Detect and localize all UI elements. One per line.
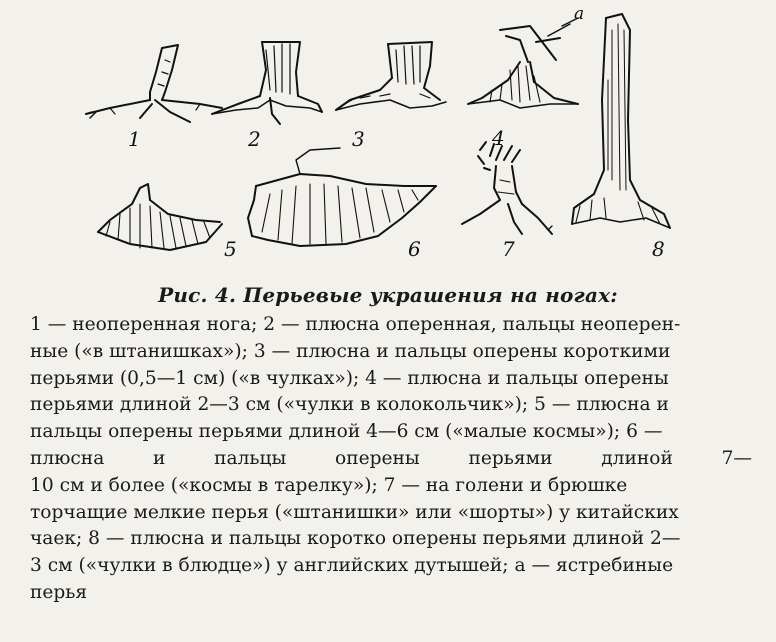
description-line: торчащие мелкие перья («штанишки» или «шорты») у китайских xyxy=(30,501,679,523)
description-line: перья xyxy=(30,581,88,603)
figure-label-8: 8 xyxy=(652,237,665,261)
description-line: ные («в штанишках»); 3 — плюсна и пальцы оперены короткими xyxy=(30,340,671,362)
foot-4-drawing xyxy=(468,18,578,108)
figure-label-5: 5 xyxy=(224,237,237,261)
foot-6-drawing xyxy=(248,148,436,246)
figure-description xyxy=(30,312,752,607)
foot-2-drawing xyxy=(212,42,322,124)
figure-label-2: 2 xyxy=(248,127,261,151)
foot-3-drawing xyxy=(336,42,446,110)
figure-caption: Рис. 4. Перьевые украшения на ногах: xyxy=(158,283,618,307)
foot-1-drawing xyxy=(86,45,222,122)
figure-label-3: 3 xyxy=(352,127,365,151)
description-line: перьями (0,5—1 см) («в чулках»); 4 — плюсна и пальцы оперены xyxy=(30,367,669,389)
feet-drawing xyxy=(0,0,776,270)
figure-annotation-a: a xyxy=(574,4,585,24)
description-line: чаек; 8 — плюсна и пальцы коротко оперены перьями длиной 2— xyxy=(30,528,681,550)
feet-illustration xyxy=(0,0,776,270)
foot-7-drawing xyxy=(462,142,552,234)
figure-label-6: 6 xyxy=(408,237,421,261)
foot-8-drawing xyxy=(572,14,670,228)
description-line: перьями длиной 2—3 см («чулки в колокольчик»); 5 — плюсна и xyxy=(30,394,669,416)
figure-label-1: 1 xyxy=(128,127,141,151)
description-line: пальцы оперены перьями длиной 4—6 см («малые космы»); 6 — xyxy=(30,421,663,443)
figure-label-7: 7 xyxy=(502,237,515,261)
description-line: 3 см («чулки в блюдце») у английских дутышей; а — ястребиные xyxy=(30,555,674,577)
description-line: плюсна и пальцы оперены перьями длиной 7— xyxy=(30,447,752,469)
figure-label-4: 4 xyxy=(492,126,505,150)
description-line: 10 см и более («космы в тарелку»); 7 — на голени и брюшке xyxy=(30,474,628,496)
foot-5-drawing xyxy=(98,184,222,250)
description-line: 1 — неоперенная нога; 2 — плюсна оперенная, пальцы неоперен- xyxy=(30,314,681,335)
